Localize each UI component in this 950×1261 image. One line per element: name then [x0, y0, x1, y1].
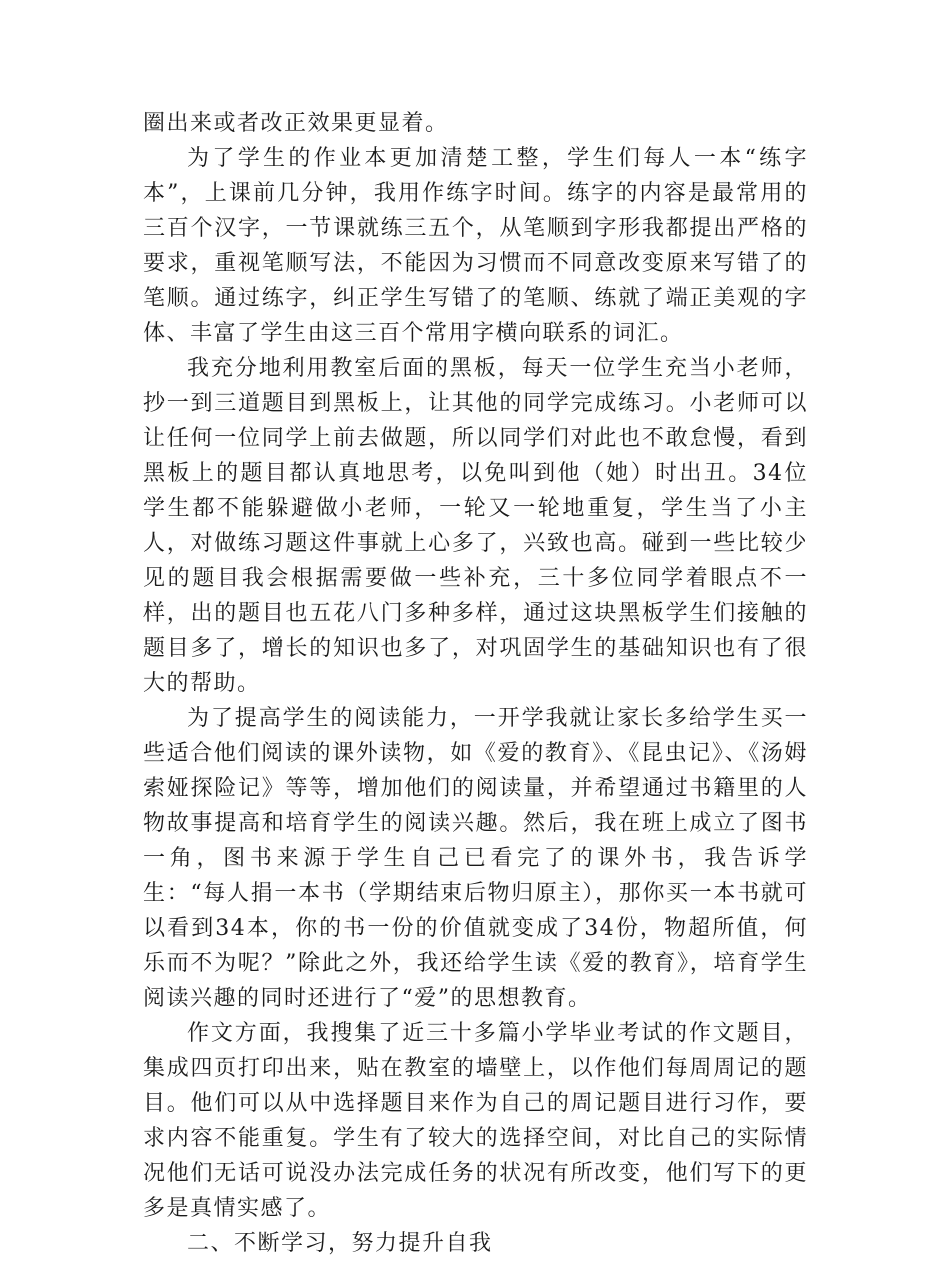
paragraph-composition: 作文方面，我搜集了近三十多篇小学毕业考试的作文题目，集成四页打印出来，贴在教室的墙壁上，以作他们每周周记的题目。他们可以从中选择题目来作为自己的周记题目进行习作，要求内容不能重复。学生有了较大的选择空间，对比自己的实际情况他们无话可说没办法完成任务的状况有所改变，他们写下的更多是真情实感了。 [143, 1021, 808, 1221]
paragraph-continuation: 圈出来或者改正效果更显着。 [143, 111, 449, 136]
document-body [143, 106, 808, 1261]
paragraph-blackboard: 我充分地利用教室后面的黑板，每天一位学生充当小老师，抄一到三道题目到黑板上，让其他的同学完成练习。小老师可以让任何一位同学上前去做题，所以同学们对此也不敢怠慢，看到黑板上的题目都认真地思考，以免叫到他（她）时出丑。34位学生都不能躲避做小老师，一轮又一轮地重复，学生当了小主人，对做练习题这件事就上心多了，兴致也高。碰到一些比较少见的题目我会根据需要做一些补充，三十多位同学着眼点不一样，出的题目也五花八门多种多样，通过这块黑板学生们接触的题目多了，增长的知识也多了，对巩固学生的基础知识也有了很大的帮助。 [143, 356, 808, 696]
paragraph-reading: 为了提高学生的阅读能力，一开学我就让家长多给学生买一些适合他们阅读的课外读物，如《爱的教育》、《昆虫记》、《汤姆索娅探险记》等等，增加他们的阅读量，并希望通过书籍里的人物故事提高和培育学生的阅读兴趣。然后，我在班上成立了图书一角，图书来源于学生自己已看完了的课外书，我告诉学生：“每人捐一本书（学期结束后物归原主），那你买一本书就可以看到34本，你的书一份的价值就变成了34份，物超所值，何乐而不为呢？”除此之外，我还给学生读《爱的教育》，培育学生阅读兴趣的同时还进行了“爱”的思想教育。 [143, 706, 808, 1011]
paragraph-practice-book: 为了学生的作业本更加清楚工整，学生们每人一本“练字本”，上课前几分钟，我用作练字时间。练字的内容是最常用的三百个汉字，一节课就练三五个，从笔顺到字形我都提出严格的要求，重视笔顺写法，不能因为习惯而不同意改变原来写错了的笔顺。通过练字，纠正学生写错了的笔顺、练就了端正美观的字体、丰富了学生由这三百个常用字横向联系的词汇。 [143, 146, 808, 346]
section-heading: 二、不断学习，努力提升自我 [187, 1231, 493, 1256]
